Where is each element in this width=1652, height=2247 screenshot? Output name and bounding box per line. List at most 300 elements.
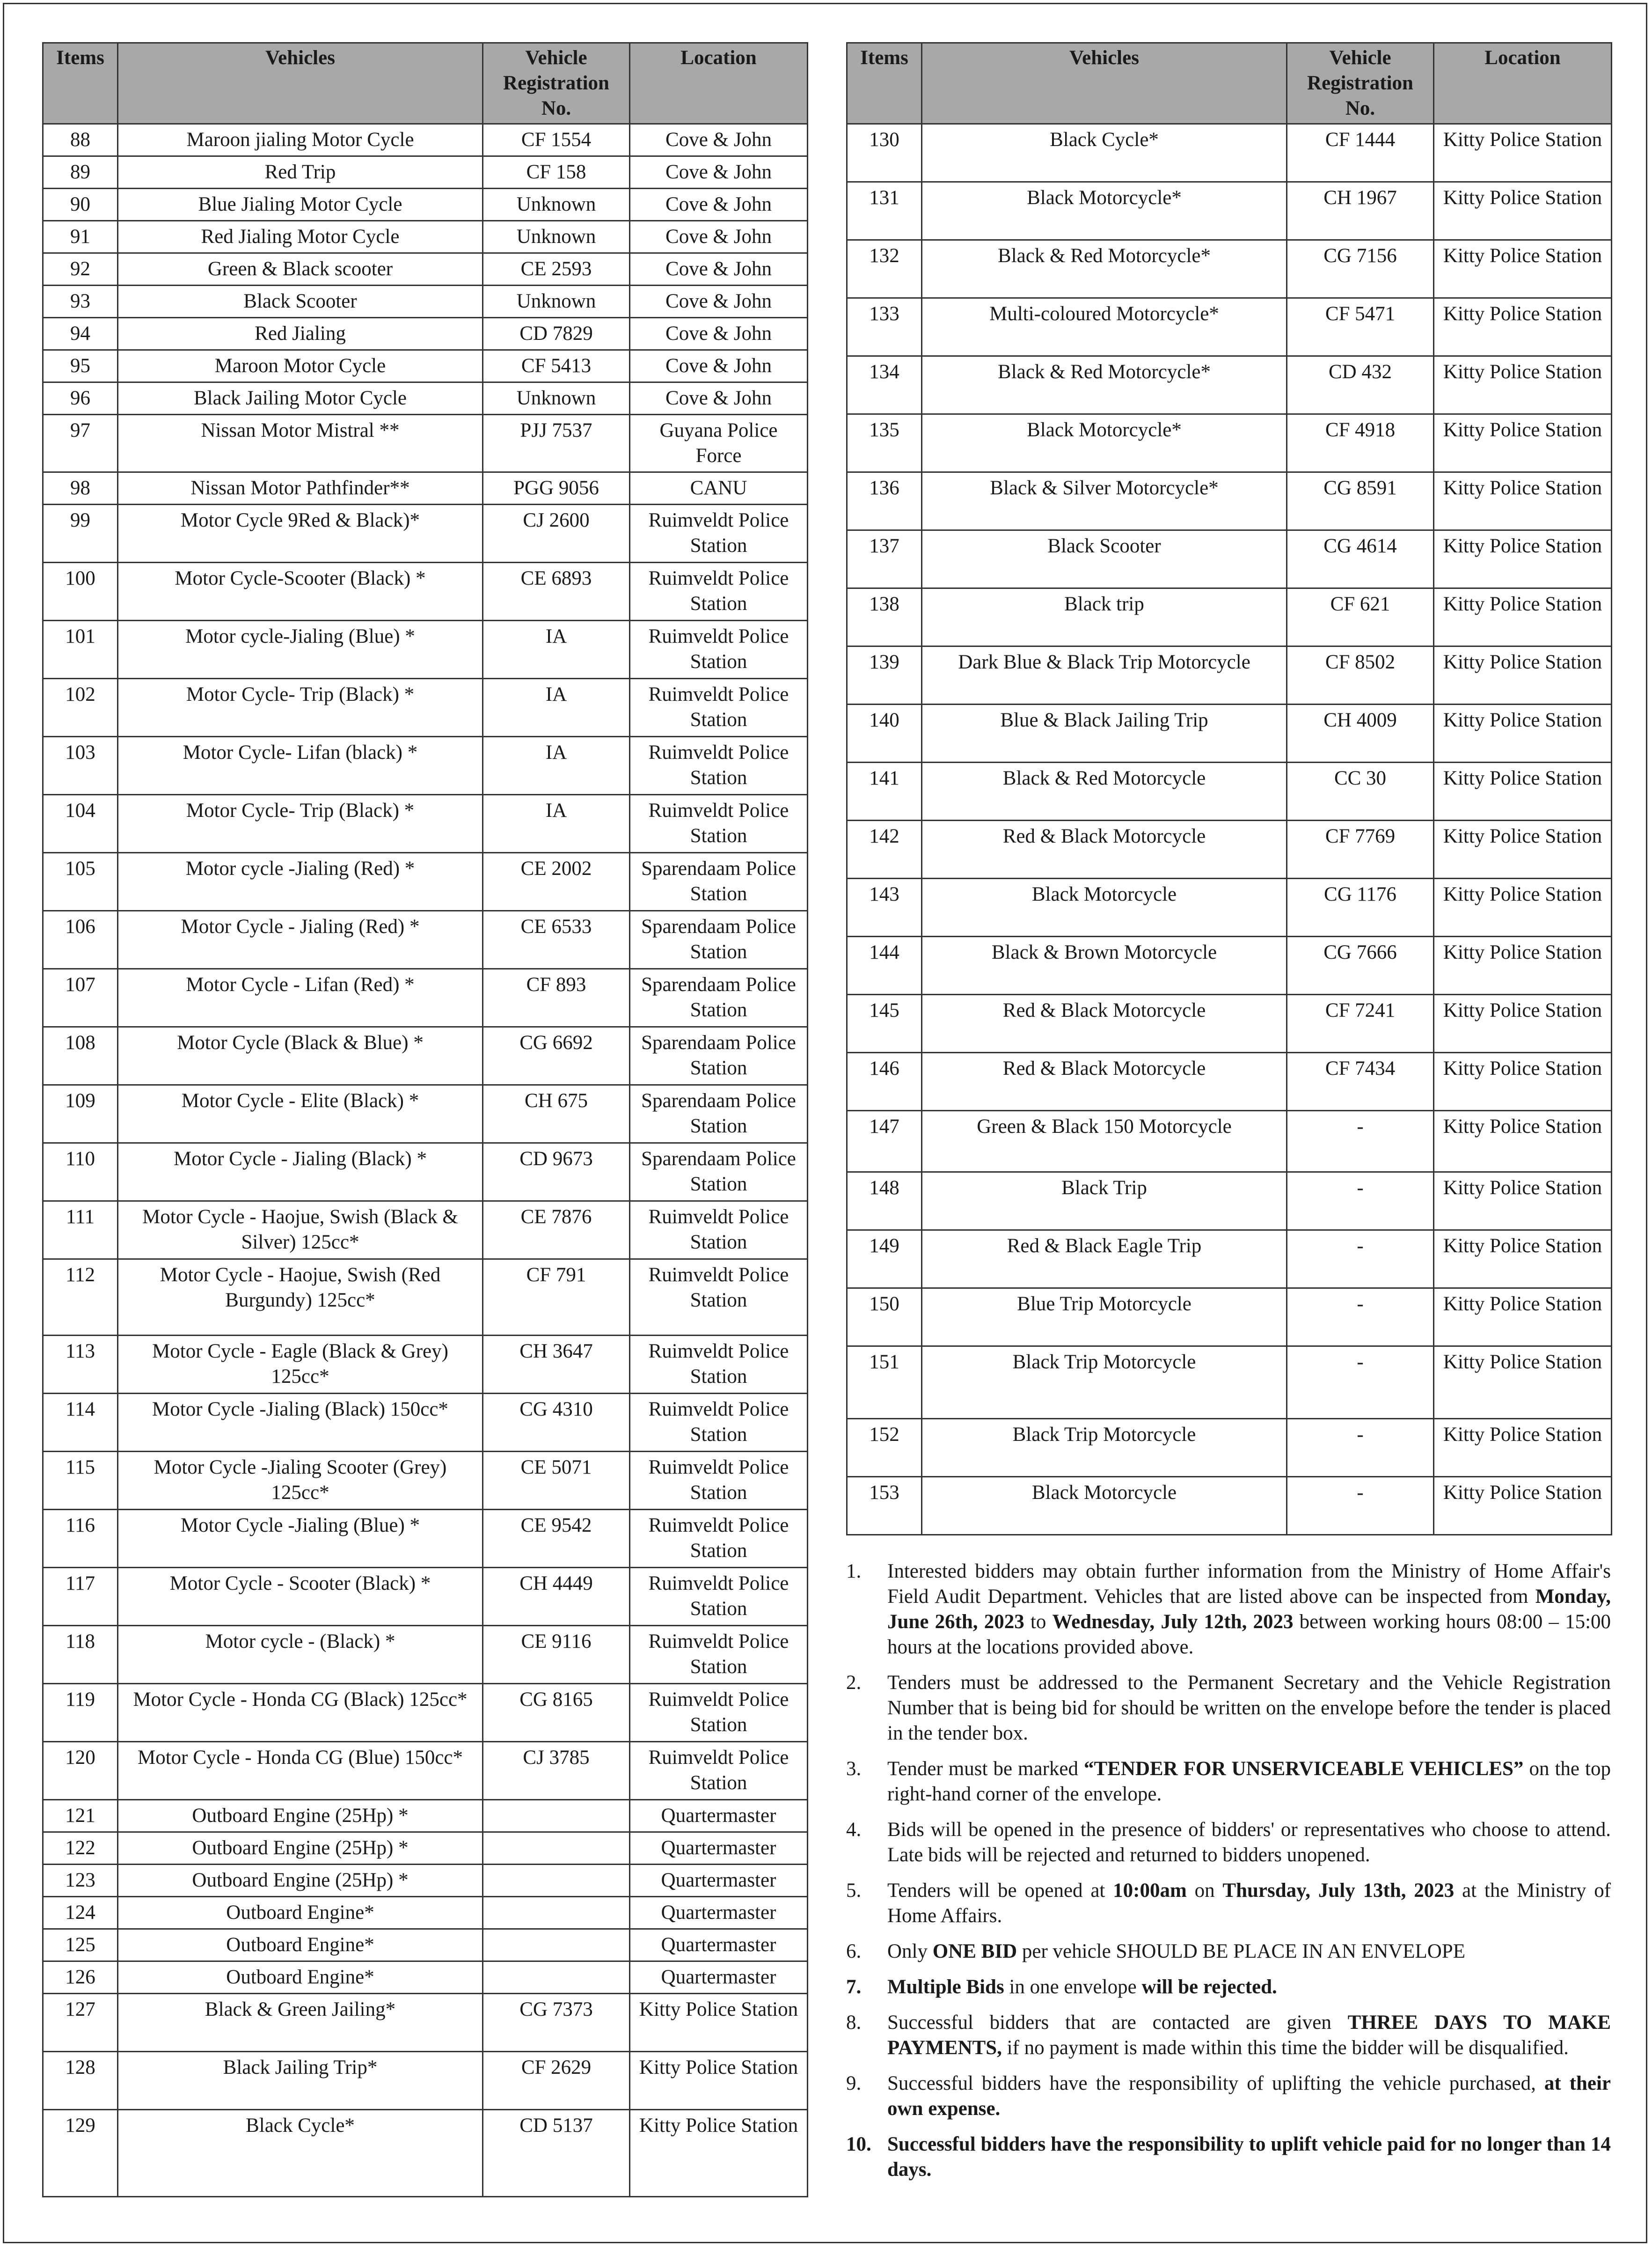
vehicle-cell: Motor Cycle 9Red & Black)* — [118, 505, 483, 563]
registration-cell: CF 621 — [1287, 588, 1434, 646]
location-cell: Kitty Police Station — [1434, 763, 1612, 821]
vehicle-cell: Maroon Motor Cycle — [118, 350, 483, 382]
registration-cell — [483, 1929, 630, 1961]
location-cell: Kitty Police Station — [1434, 1053, 1612, 1111]
registration-cell: CC 30 — [1287, 763, 1434, 821]
item-number-cell: 116 — [43, 1510, 118, 1568]
note-number: 4. — [846, 1819, 862, 1841]
note-text-segment: THREE DAYS TO MAKE PAYMENTS, — [887, 2012, 1611, 2059]
location-cell: Kitty Police Station — [630, 2110, 808, 2197]
table-row — [847, 705, 1612, 763]
item-number-cell: 135 — [847, 414, 922, 472]
vehicle-cell: Outboard Engine (25Hp) * — [118, 1865, 483, 1897]
note-text — [887, 1756, 1611, 1807]
table-row — [43, 1929, 808, 1961]
table-row — [43, 795, 808, 853]
vehicle-cell: Outboard Engine* — [118, 1929, 483, 1961]
registration-cell: CF 7434 — [1287, 1053, 1434, 1111]
registration-cell: CG 4614 — [1287, 530, 1434, 588]
registration-cell: Unknown — [483, 286, 630, 318]
table-row — [43, 1684, 808, 1742]
registration-cell: CF 5413 — [483, 350, 630, 382]
location-cell: Quartermaster — [630, 1832, 808, 1865]
vehicle-cell: Black Motorcycle* — [922, 182, 1287, 240]
registration-cell: CF 893 — [483, 969, 630, 1027]
note-text-segment: on the top right-hand corner of the envelope. — [887, 1758, 1611, 1805]
header-items: Items — [43, 43, 118, 124]
location-cell: Cove & John — [630, 350, 808, 382]
table-row — [847, 1346, 1612, 1419]
table-row — [847, 356, 1612, 414]
tender-notes — [846, 1559, 1611, 2193]
item-number-cell: 105 — [43, 853, 118, 911]
location-cell: Kitty Police Station — [1434, 298, 1612, 356]
registration-cell: - — [1287, 1346, 1434, 1419]
note-number: 6. — [846, 1940, 862, 1962]
table-row — [847, 182, 1612, 240]
note-text-segment: ONE BID — [932, 1940, 1017, 1962]
table-row — [43, 1143, 808, 1201]
vehicle-cell: Motor Cycle - Elite (Black) * — [118, 1085, 483, 1143]
item-number-cell: 145 — [847, 995, 922, 1053]
item-number-cell: 88 — [43, 124, 118, 156]
registration-cell: CG 8165 — [483, 1684, 630, 1742]
item-number-cell: 139 — [847, 646, 922, 705]
vehicle-cell: Dark Blue & Black Trip Motorcycle — [922, 646, 1287, 705]
table-row — [43, 1510, 808, 1568]
vehicle-cell: Motor Cycle - Eagle (Black & Grey) 125cc* — [118, 1336, 483, 1394]
note-number: 3. — [846, 1758, 862, 1780]
table-row — [43, 1832, 808, 1865]
note-text-segment: Successful bidders have the responsibility to uplift vehicle paid for no longer than 14 days. — [887, 2133, 1611, 2181]
item-number-cell: 109 — [43, 1085, 118, 1143]
item-number-cell: 141 — [847, 763, 922, 821]
registration-cell: CE 6893 — [483, 563, 630, 621]
location-cell: Cove & John — [630, 124, 808, 156]
registration-cell: CG 4310 — [483, 1394, 630, 1452]
vehicle-cell: Black Scooter — [922, 530, 1287, 588]
note-number: 7. — [846, 1976, 862, 1998]
note-text-segment: between working hours 08:00 – 15:00 hours at the locations provided above. — [887, 1611, 1611, 1658]
registration-cell: CE 9542 — [483, 1510, 630, 1568]
location-cell: Ruimveldt Police Station — [630, 1742, 808, 1800]
item-number-cell: 122 — [43, 1832, 118, 1865]
note-text-segment: Thursday, July 13th, 2023 — [1222, 1880, 1455, 1902]
location-cell: Kitty Police Station — [1434, 1419, 1612, 1477]
item-number-cell: 102 — [43, 679, 118, 737]
vehicle-cell: Motor Cycle - Haojue, Swish (Black & Silver) 125cc* — [118, 1201, 483, 1259]
item-number-cell: 111 — [43, 1201, 118, 1259]
item-number-cell: 129 — [43, 2110, 118, 2197]
vehicle-cell: Nissan Motor Mistral ** — [118, 415, 483, 472]
note-text-segment: will be rejected. — [1141, 1976, 1277, 1998]
item-number-cell: 124 — [43, 1897, 118, 1929]
note-text-segment: to — [1024, 1611, 1053, 1633]
location-cell: Cove & John — [630, 318, 808, 350]
item-number-cell: 113 — [43, 1336, 118, 1394]
vehicle-cell: Black & Green Jailing* — [118, 1994, 483, 2052]
registration-cell: CF 2629 — [483, 2052, 630, 2110]
vehicle-cell: Blue Trip Motorcycle — [922, 1288, 1287, 1346]
registration-cell: Unknown — [483, 189, 630, 221]
note-text-segment: Interested bidders may obtain further information from the Ministry of Home Affair's Field Audit Department. Vehicles that are listed above can be inspected from — [887, 1560, 1611, 1608]
registration-cell: CE 2593 — [483, 253, 630, 286]
vehicle-cell: Outboard Engine (25Hp) * — [118, 1800, 483, 1832]
header-vehicles: Vehicles — [118, 43, 483, 124]
vehicle-cell: Black Cycle* — [118, 2110, 483, 2197]
location-cell: Sparendaam Police Station — [630, 853, 808, 911]
note-item — [846, 1975, 1611, 2000]
item-number-cell: 101 — [43, 621, 118, 679]
item-number-cell: 148 — [847, 1172, 922, 1230]
vehicle-cell: Motor Cycle - Scooter (Black) * — [118, 1568, 483, 1626]
item-number-cell: 137 — [847, 530, 922, 588]
registration-cell: CG 6692 — [483, 1027, 630, 1085]
table-row — [43, 1994, 808, 2052]
location-cell: Kitty Police Station — [1434, 879, 1612, 937]
note-text-segment: Bids will be opened in the presence of bidders' or representatives who choose to attend. Late bids will be rejected and returned to bidders unopened. — [887, 1819, 1611, 1866]
vehicle-cell: Outboard Engine* — [118, 1961, 483, 1994]
vehicle-cell: Motor Cycle -Jialing (Black) 150cc* — [118, 1394, 483, 1452]
table-row — [43, 189, 808, 221]
item-number-cell: 144 — [847, 937, 922, 995]
location-cell: Ruimveldt Police Station — [630, 1684, 808, 1742]
table-row — [847, 240, 1612, 298]
item-number-cell: 103 — [43, 737, 118, 795]
table-row — [847, 1288, 1612, 1346]
vehicle-cell: Black Cycle* — [922, 124, 1287, 182]
table-row — [43, 1897, 808, 1929]
registration-cell — [483, 1832, 630, 1865]
registration-cell: CJ 3785 — [483, 1742, 630, 1800]
vehicle-cell: Blue Jialing Motor Cycle — [118, 189, 483, 221]
vehicle-cell: Motor cycle - (Black) * — [118, 1626, 483, 1684]
note-text-segment: Tenders will be opened at — [887, 1880, 1113, 1902]
vehicle-cell: Black Motorcycle — [922, 1477, 1287, 1535]
table-row — [847, 821, 1612, 879]
item-number-cell: 93 — [43, 286, 118, 318]
registration-cell: CF 4918 — [1287, 414, 1434, 472]
location-cell: Ruimveldt Police Station — [630, 679, 808, 737]
note-item — [846, 1559, 1611, 1660]
item-number-cell: 123 — [43, 1865, 118, 1897]
item-number-cell: 120 — [43, 1742, 118, 1800]
location-cell: Cove & John — [630, 221, 808, 253]
registration-cell: - — [1287, 1230, 1434, 1288]
item-number-cell: 96 — [43, 382, 118, 415]
table-row — [43, 621, 808, 679]
registration-cell: CH 4009 — [1287, 705, 1434, 763]
table-row — [43, 156, 808, 189]
vehicle-cell: Red & Black Eagle Trip — [922, 1230, 1287, 1288]
note-text-segment: in one envelope — [1004, 1976, 1142, 1998]
registration-cell: CG 7666 — [1287, 937, 1434, 995]
item-number-cell: 98 — [43, 472, 118, 505]
registration-cell: CE 6533 — [483, 911, 630, 969]
registration-cell: CF 791 — [483, 1259, 630, 1336]
note-text-segment: per vehicle SHOULD BE PLACE IN AN ENVELOPE — [1017, 1940, 1465, 1962]
registration-cell: CJ 2600 — [483, 505, 630, 563]
table-row — [847, 937, 1612, 995]
note-text — [887, 2010, 1611, 2061]
vehicle-cell: Black Motorcycle — [922, 879, 1287, 937]
item-number-cell: 134 — [847, 356, 922, 414]
vehicle-cell: Motor Cycle- Trip (Black) * — [118, 679, 483, 737]
location-cell: Kitty Police Station — [630, 2052, 808, 2110]
registration-cell: PJJ 7537 — [483, 415, 630, 472]
note-item — [846, 2132, 1611, 2182]
note-item — [846, 1878, 1611, 1929]
registration-cell: CD 9673 — [483, 1143, 630, 1201]
vehicle-cell: Blue & Black Jailing Trip — [922, 705, 1287, 763]
item-number-cell: 136 — [847, 472, 922, 530]
registration-cell: IA — [483, 621, 630, 679]
table-row — [847, 1053, 1612, 1111]
vehicle-cell: Black & Silver Motorcycle* — [922, 472, 1287, 530]
item-number-cell: 140 — [847, 705, 922, 763]
location-cell: Kitty Police Station — [1434, 1288, 1612, 1346]
item-number-cell: 104 — [43, 795, 118, 853]
vehicle-cell: Red Trip — [118, 156, 483, 189]
note-item — [846, 1670, 1611, 1746]
vehicle-cell: Motor Cycle- Lifan (black) * — [118, 737, 483, 795]
vehicle-cell: Black & Brown Motorcycle — [922, 937, 1287, 995]
vehicle-cell: Motor Cycle (Black & Blue) * — [118, 1027, 483, 1085]
item-number-cell: 90 — [43, 189, 118, 221]
registration-cell: CF 158 — [483, 156, 630, 189]
vehicle-cell: Red & Black Motorcycle — [922, 995, 1287, 1053]
vehicle-cell: Motor Cycle - Haojue, Swish (Red Burgundy) 125cc* — [118, 1259, 483, 1336]
vehicle-cell: Motor Cycle -Jialing Scooter (Grey) 125cc* — [118, 1452, 483, 1510]
header-registration: Vehicle Registration No. — [483, 43, 630, 124]
registration-cell: CF 1444 — [1287, 124, 1434, 182]
header-vehicles: Vehicles — [922, 43, 1287, 124]
location-cell: Ruimveldt Police Station — [630, 1568, 808, 1626]
item-number-cell: 146 — [847, 1053, 922, 1111]
note-number: 5. — [846, 1880, 862, 1902]
item-number-cell: 107 — [43, 969, 118, 1027]
location-cell: Kitty Police Station — [1434, 240, 1612, 298]
location-cell: CANU — [630, 472, 808, 505]
vehicle-cell: Motor Cycle - Lifan (Red) * — [118, 969, 483, 1027]
location-cell: Kitty Police Station — [1434, 1477, 1612, 1535]
table-row — [43, 1201, 808, 1259]
header-location: Location — [630, 43, 808, 124]
header-items: Items — [847, 43, 922, 124]
registration-cell: - — [1287, 1288, 1434, 1346]
registration-cell: - — [1287, 1419, 1434, 1477]
note-text — [887, 1817, 1611, 1868]
registration-cell: CG 7156 — [1287, 240, 1434, 298]
item-number-cell: 117 — [43, 1568, 118, 1626]
item-number-cell: 112 — [43, 1259, 118, 1336]
table-row — [847, 530, 1612, 588]
vehicle-cell: Multi-coloured Motorcycle* — [922, 298, 1287, 356]
location-cell: Ruimveldt Police Station — [630, 563, 808, 621]
location-cell: Kitty Police Station — [1434, 705, 1612, 763]
vehicle-cell: Motor Cycle - Honda CG (Blue) 150cc* — [118, 1742, 483, 1800]
item-number-cell: 100 — [43, 563, 118, 621]
registration-cell — [483, 1961, 630, 1994]
note-number: 9. — [846, 2072, 862, 2094]
table-header-row — [847, 43, 1612, 124]
vehicle-cell: Nissan Motor Pathfinder** — [118, 472, 483, 505]
note-item — [846, 1756, 1611, 1807]
table-row — [847, 646, 1612, 705]
item-number-cell: 115 — [43, 1452, 118, 1510]
item-number-cell: 149 — [847, 1230, 922, 1288]
item-number-cell: 132 — [847, 240, 922, 298]
location-cell: Kitty Police Station — [1434, 1230, 1612, 1288]
item-number-cell: 143 — [847, 879, 922, 937]
registration-cell: CF 8502 — [1287, 646, 1434, 705]
location-cell: Sparendaam Police Station — [630, 1143, 808, 1201]
table-row — [847, 879, 1612, 937]
note-text — [887, 1559, 1611, 1660]
location-cell: Ruimveldt Police Station — [630, 621, 808, 679]
registration-cell — [483, 1865, 630, 1897]
item-number-cell: 133 — [847, 298, 922, 356]
location-cell: Ruimveldt Police Station — [630, 1626, 808, 1684]
item-number-cell: 97 — [43, 415, 118, 472]
vehicle-cell: Black & Red Motorcycle — [922, 763, 1287, 821]
location-cell: Quartermaster — [630, 1961, 808, 1994]
table-row — [847, 1172, 1612, 1230]
table-row — [847, 763, 1612, 821]
vehicle-cell: Black Trip — [922, 1172, 1287, 1230]
location-cell: Kitty Police Station — [1434, 588, 1612, 646]
item-number-cell: 138 — [847, 588, 922, 646]
vehicle-cell: Black Trip Motorcycle — [922, 1346, 1287, 1419]
vehicle-cell: Red Jialing — [118, 318, 483, 350]
location-cell: Cove & John — [630, 382, 808, 415]
vehicle-cell: Black trip — [922, 588, 1287, 646]
table-row — [43, 472, 808, 505]
location-cell: Kitty Police Station — [1434, 1346, 1612, 1419]
location-cell: Cove & John — [630, 156, 808, 189]
note-number: 8. — [846, 2012, 862, 2034]
location-cell: Ruimveldt Police Station — [630, 1510, 808, 1568]
note-text-segment: Tender must be marked — [887, 1758, 1084, 1780]
item-number-cell: 128 — [43, 2052, 118, 2110]
vehicle-cell: Green & Black 150 Motorcycle — [922, 1111, 1287, 1172]
note-text — [887, 1670, 1611, 1746]
table-row — [43, 350, 808, 382]
table-header-row — [43, 43, 808, 124]
table-row — [43, 1626, 808, 1684]
vehicle-cell: Motor Cycle - Jialing (Black) * — [118, 1143, 483, 1201]
item-number-cell: 95 — [43, 350, 118, 382]
registration-cell — [483, 1897, 630, 1929]
location-cell: Kitty Police Station — [1434, 1111, 1612, 1172]
vehicle-cell: Motor cycle-Jialing (Blue) * — [118, 621, 483, 679]
note-text-segment: if no payment is made within this time the bidder will be disqualified. — [1001, 2037, 1569, 2059]
registration-cell: IA — [483, 795, 630, 853]
note-text — [887, 1975, 1611, 2000]
registration-cell: - — [1287, 1172, 1434, 1230]
location-cell: Kitty Police Station — [1434, 646, 1612, 705]
table-row — [43, 563, 808, 621]
location-cell: Kitty Police Station — [1434, 821, 1612, 879]
registration-cell: Unknown — [483, 221, 630, 253]
location-cell: Kitty Police Station — [1434, 1172, 1612, 1230]
note-text — [887, 1878, 1611, 1929]
registration-cell: CF 7769 — [1287, 821, 1434, 879]
table-row — [43, 415, 808, 472]
note-text-segment: Monday, June 26th, 2023 — [887, 1586, 1611, 1633]
vehicle-cell: Maroon jialing Motor Cycle — [118, 124, 483, 156]
vehicle-cell: Black & Red Motorcycle* — [922, 240, 1287, 298]
table-row — [847, 995, 1612, 1053]
vehicle-cell: Black Jailing Motor Cycle — [118, 382, 483, 415]
item-number-cell: 108 — [43, 1027, 118, 1085]
table-row — [43, 253, 808, 286]
item-number-cell: 119 — [43, 1684, 118, 1742]
table-row — [43, 1085, 808, 1143]
vehicle-cell: Black Scooter — [118, 286, 483, 318]
registration-cell — [483, 1800, 630, 1832]
registration-cell: CF 5471 — [1287, 298, 1434, 356]
table-row — [43, 505, 808, 563]
registration-cell: CE 7876 — [483, 1201, 630, 1259]
item-number-cell: 147 — [847, 1111, 922, 1172]
item-number-cell: 130 — [847, 124, 922, 182]
registration-cell: CG 7373 — [483, 1994, 630, 2052]
vehicle-cell: Outboard Engine (25Hp) * — [118, 1832, 483, 1865]
vehicle-table-right — [846, 42, 1612, 1535]
location-cell: Sparendaam Police Station — [630, 911, 808, 969]
note-text-segment: Only — [887, 1940, 933, 1962]
note-text-segment: at their own expense. — [887, 2072, 1611, 2120]
location-cell: Ruimveldt Police Station — [630, 1452, 808, 1510]
item-number-cell: 152 — [847, 1419, 922, 1477]
location-cell: Kitty Police Station — [1434, 124, 1612, 182]
note-text-segment: Wednesday, July 12th, 2023 — [1052, 1611, 1294, 1633]
note-item — [846, 2010, 1611, 2061]
note-text-segment: 10:00am — [1113, 1880, 1187, 1902]
note-text-segment: Multiple Bids — [887, 1976, 1004, 1998]
table-row — [43, 1452, 808, 1510]
registration-cell: CH 1967 — [1287, 182, 1434, 240]
item-number-cell: 153 — [847, 1477, 922, 1535]
table-row — [43, 2110, 808, 2197]
item-number-cell: 89 — [43, 156, 118, 189]
note-text-segment: at the Ministry of Home Affairs. — [887, 1880, 1611, 1927]
item-number-cell: 106 — [43, 911, 118, 969]
location-cell: Kitty Police Station — [1434, 356, 1612, 414]
registration-cell: CH 4449 — [483, 1568, 630, 1626]
table-row — [43, 737, 808, 795]
location-cell: Quartermaster — [630, 1865, 808, 1897]
table-row — [43, 853, 808, 911]
table-row — [43, 1394, 808, 1452]
item-number-cell: 125 — [43, 1929, 118, 1961]
item-number-cell: 127 — [43, 1994, 118, 2052]
vehicle-cell: Motor Cycle - Jialing (Red) * — [118, 911, 483, 969]
item-number-cell: 150 — [847, 1288, 922, 1346]
table-row — [43, 679, 808, 737]
table-row — [847, 124, 1612, 182]
table-row — [43, 911, 808, 969]
vehicle-table-left — [42, 42, 808, 2197]
location-cell: Cove & John — [630, 189, 808, 221]
location-cell: Ruimveldt Police Station — [630, 1394, 808, 1452]
item-number-cell: 151 — [847, 1346, 922, 1419]
note-text — [887, 2132, 1611, 2182]
location-cell: Guyana Police Force — [630, 415, 808, 472]
item-number-cell: 131 — [847, 182, 922, 240]
vehicle-cell: Outboard Engine* — [118, 1897, 483, 1929]
